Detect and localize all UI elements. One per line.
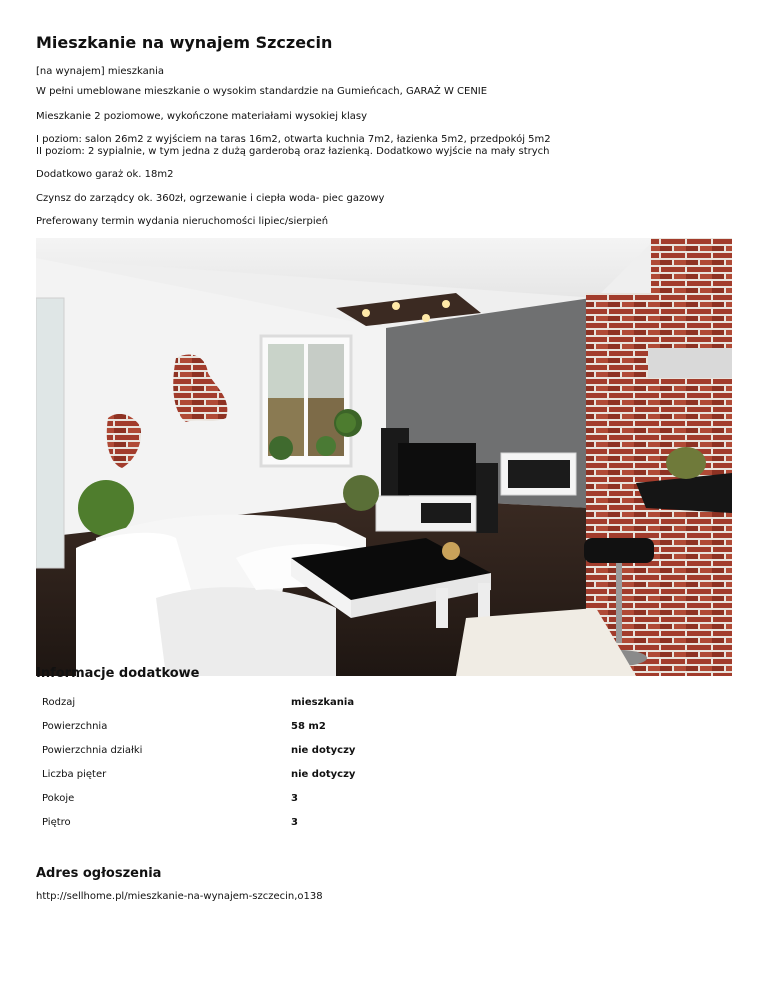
row-label: Pokoje: [42, 792, 75, 804]
row-value: nie dotyczy: [291, 744, 356, 756]
row-label: Powierzchnia działki: [42, 744, 143, 756]
table-row: [36, 690, 355, 714]
address-heading: Adres ogłoszenia: [36, 866, 162, 881]
description-line-1: W pełni umeblowane mieszkanie o wysokim standardzie na Gumieńcach, GARAŻ W CENIE: [36, 86, 488, 97]
details-table: [36, 690, 355, 834]
description-line-6: Czynsz do zarządcy ok. 360zł, ogrzewanie i ciepła woda- piec gazowy: [36, 193, 385, 204]
row-label: Rodzaj: [42, 696, 76, 708]
row-value: mieszkania: [291, 696, 355, 708]
table-row: [36, 786, 355, 810]
row-label: Liczba pięter: [42, 768, 107, 780]
table-row: [36, 762, 355, 786]
description-line-2: Mieszkanie 2 poziomowe, wykończone materiałami wysokiej klasy: [36, 111, 367, 122]
listing-title: Mieszkanie na wynajem Szczecin: [36, 33, 333, 52]
description-line-4: II poziom: 2 sypialnie, w tym jedna z dużą garderobą oraz łazienką. Dodatkowo wyjście na mały strych: [36, 146, 550, 157]
description-line-3: I poziom: salon 26m2 z wyjściem na taras 16m2, otwarta kuchnia 7m2, łazienka 5m2, przedpokój 5m2: [36, 134, 551, 145]
row-value: 58 m2: [291, 720, 326, 732]
row-value: nie dotyczy: [291, 768, 356, 780]
description-line-5: Dodatkowo garaż ok. 18m2: [36, 169, 174, 180]
row-value: 3: [291, 816, 298, 828]
details-heading: Informacje dodatkowe: [36, 666, 200, 681]
apartment-photo: [36, 238, 732, 676]
table-row: [36, 738, 355, 762]
table-row: [36, 714, 355, 738]
description-line-7: Preferowany termin wydania nieruchomości lipiec/sierpień: [36, 216, 329, 227]
listing-category: [na wynajem] mieszkania: [36, 66, 164, 77]
row-value: 3: [291, 792, 298, 804]
row-label: Piętro: [42, 816, 71, 828]
row-label: Powierzchnia: [42, 720, 108, 732]
table-row: [36, 810, 355, 834]
listing-url-link[interactable]: http://sellhome.pl/mieszkanie-na-wynajem-szczecin,o138: [36, 891, 323, 902]
